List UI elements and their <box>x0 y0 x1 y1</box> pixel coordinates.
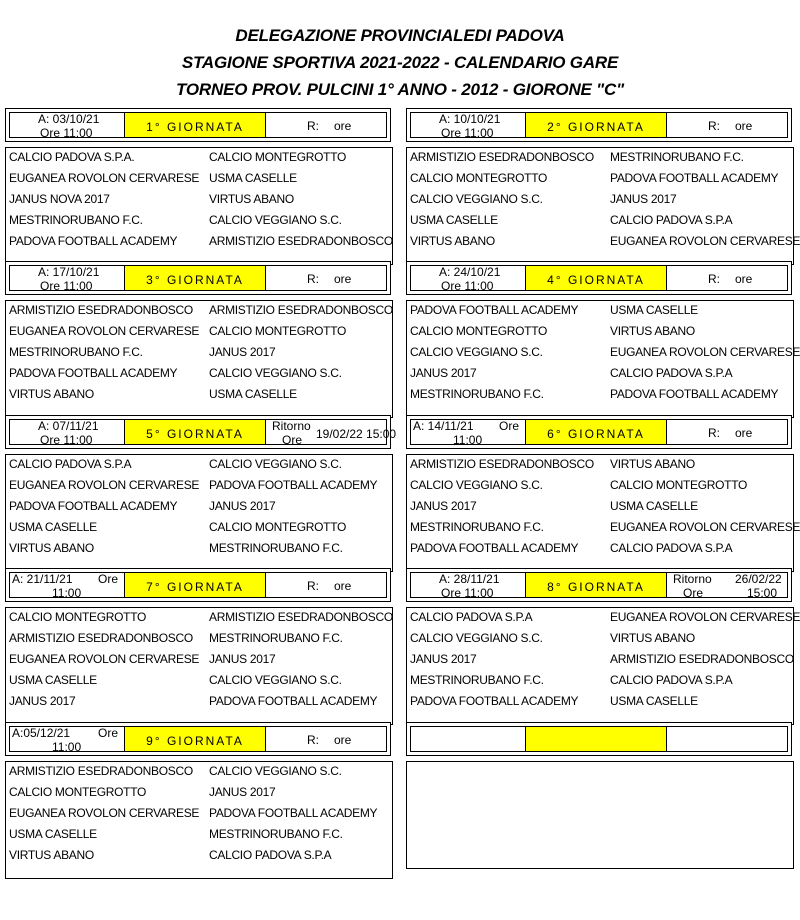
home-team: CALCIO PADOVA S.P.A <box>410 610 533 624</box>
away-team: VIRTUS ABANO <box>209 192 294 206</box>
round-header-frame <box>9 572 387 598</box>
round-header <box>5 568 391 602</box>
away-team: JANUS 2017 <box>209 499 276 513</box>
home-team: PADOVA FOOTBALL ACADEMY <box>9 499 178 513</box>
match-row <box>6 846 392 866</box>
round-time: Ore 11:00 <box>40 433 93 447</box>
round-header-frame <box>9 265 387 291</box>
round-time: 11:00 <box>453 433 483 447</box>
away-team: VIRTUS ABANO <box>610 457 695 471</box>
home-team: EUGANEA ROVOLON CERVARESE <box>9 171 200 185</box>
home-team: JANUS NOVA 2017 <box>9 192 110 206</box>
round-label: 8° GIORNATA <box>525 573 667 597</box>
match-row <box>6 211 392 231</box>
round-date: A: 10/10/21 <box>439 112 501 126</box>
round-label: 1° GIORNATA <box>124 113 266 137</box>
return-time-label: Ore <box>282 433 303 447</box>
round-label: 2° GIORNATA <box>525 113 667 137</box>
match-row <box>6 825 392 845</box>
round-date: A: 03/10/21 <box>38 112 100 126</box>
away-team: USMA CASELLE <box>610 303 698 317</box>
home-team: JANUS 2017 <box>410 499 477 513</box>
round-time-label: Ore <box>499 419 520 433</box>
round-label: 3° GIORNATA <box>124 266 266 290</box>
return-label: R: <box>708 426 720 440</box>
return-date: 26/02/22 <box>735 572 782 586</box>
match-row <box>407 232 800 252</box>
home-team: JANUS 2017 <box>410 366 477 380</box>
match-row <box>6 322 392 342</box>
return-time-label: ore <box>334 272 352 286</box>
away-team: CALCIO MONTEGROTTO <box>209 324 347 338</box>
round-date: A:05/12/21 <box>12 726 71 740</box>
home-team: CALCIO VEGGIANO S.C. <box>410 345 543 359</box>
match-row <box>6 455 392 475</box>
match-row <box>407 518 800 538</box>
home-team: PADOVA FOOTBALL ACADEMY <box>9 366 178 380</box>
match-row <box>407 629 793 649</box>
match-row <box>6 650 392 670</box>
away-team: ARMISTIZIO ESEDRADONBOSCO <box>209 610 393 624</box>
home-team: EUGANEA ROVOLON CERVARESE <box>9 478 200 492</box>
home-team: VIRTUS ABANO <box>410 234 495 248</box>
round-header-frame <box>9 112 387 138</box>
home-team: MESTRINORUBANO F.C. <box>410 520 544 534</box>
match-row <box>6 385 392 405</box>
round-header-frame <box>410 112 788 138</box>
return-time-label: ore <box>735 119 753 133</box>
home-team: CALCIO VEGGIANO S.C. <box>410 192 543 206</box>
home-team: CALCIO PADOVA S.P.A <box>9 457 132 471</box>
matches-box <box>5 761 393 879</box>
home-team: CALCIO MONTEGROTTO <box>9 785 147 799</box>
round-time: Ore 11:00 <box>40 126 93 140</box>
away-team: USMA CASELLE <box>209 171 297 185</box>
match-row <box>407 608 800 628</box>
matches-box <box>406 454 800 572</box>
round-date: A: 28/11/21 <box>439 572 500 586</box>
match-row <box>6 343 392 363</box>
home-team: ARMISTIZIO ESEDRADONBOSCO <box>9 631 193 645</box>
match-row <box>6 476 392 496</box>
round-date: A: 21/11/21 <box>12 572 73 586</box>
round-time: Ore 11:00 <box>441 586 494 600</box>
match-row <box>6 539 392 559</box>
doc-title-line2: STAGIONE SPORTIVA 2021-2022 - CALENDARIO GARE <box>181 53 619 72</box>
round-header <box>406 415 792 449</box>
away-team: EUGANEA ROVOLON CERVARESE <box>610 345 800 359</box>
empty-round-label <box>525 727 667 751</box>
matches-box <box>5 454 393 572</box>
away-team: PADOVA FOOTBALL ACADEMY <box>610 387 779 401</box>
away-team: JANUS 2017 <box>209 652 276 666</box>
match-row <box>6 190 392 210</box>
away-team: VIRTUS ABANO <box>610 631 695 645</box>
away-team: CALCIO PADOVA S.P.A <box>610 366 733 380</box>
round-time: 11:00 <box>52 586 82 600</box>
away-team: CALCIO VEGGIANO S.C. <box>209 457 342 471</box>
matches-box <box>406 607 800 725</box>
match-row <box>407 190 793 210</box>
return-time-label: Ore <box>683 586 704 600</box>
match-row <box>407 148 793 168</box>
home-team: CALCIO VEGGIANO S.C. <box>410 631 543 645</box>
round-time: Ore 11:00 <box>441 126 494 140</box>
away-team: ARMISTIZIO ESEDRADONBOSCO <box>209 234 393 248</box>
round-date: A: 07/11/21 <box>38 419 99 433</box>
return-label: Ritorno <box>272 419 311 433</box>
away-team: CALCIO PADOVA S.P.A <box>610 673 733 687</box>
home-team: PADOVA FOOTBALL ACADEMY <box>410 303 579 317</box>
return-time-label: ore <box>334 733 352 747</box>
round-date: A: 14/11/21 <box>413 419 474 433</box>
home-team: JANUS 2017 <box>9 694 76 708</box>
round-date: A: 17/10/21 <box>38 265 100 279</box>
away-team: PADOVA FOOTBALL ACADEMY <box>209 694 378 708</box>
match-row <box>407 497 793 517</box>
away-team: JANUS 2017 <box>209 345 276 359</box>
home-team: USMA CASELLE <box>9 827 97 841</box>
away-team: MESTRINORUBANO F.C. <box>209 827 343 841</box>
home-team: VIRTUS ABANO <box>9 541 94 555</box>
home-team: USMA CASELLE <box>9 673 97 687</box>
match-row <box>6 692 392 712</box>
home-team: ARMISTIZIO ESEDRADONBOSCO <box>9 764 193 778</box>
home-team: EUGANEA ROVOLON CERVARESE <box>9 806 200 820</box>
home-team: MESTRINORUBANO F.C. <box>410 387 544 401</box>
home-team: MESTRINORUBANO F.C. <box>9 345 143 359</box>
match-row <box>407 211 793 231</box>
round-time: Ore 11:00 <box>441 279 494 293</box>
round-time-label: Ore <box>98 726 119 740</box>
home-team: MESTRINORUBANO F.C. <box>410 673 544 687</box>
round-label: 6° GIORNATA <box>525 420 667 444</box>
home-team: ARMISTIZIO ESEDRADONBOSCO <box>410 150 594 164</box>
home-team: PADOVA FOOTBALL ACADEMY <box>410 694 579 708</box>
match-row <box>407 364 793 384</box>
empty-round-header-frame <box>410 726 788 752</box>
home-team: USMA CASELLE <box>9 520 97 534</box>
away-team: PADOVA FOOTBALL ACADEMY <box>209 478 378 492</box>
home-team: VIRTUS ABANO <box>9 848 94 862</box>
round-time: Ore 11:00 <box>40 279 93 293</box>
return-label: R: <box>708 272 720 286</box>
away-team: ARMISTIZIO ESEDRADONBOSCO <box>209 303 393 317</box>
home-team: CALCIO MONTEGROTTO <box>410 171 548 185</box>
home-team: EUGANEA ROVOLON CERVARESE <box>9 324 200 338</box>
empty-matches-box <box>406 761 794 869</box>
match-row <box>407 455 793 475</box>
matches-box <box>5 300 393 418</box>
away-team: CALCIO MONTEGROTTO <box>209 150 347 164</box>
home-team: CALCIO MONTEGROTTO <box>410 324 548 338</box>
return-label: R: <box>307 579 319 593</box>
round-label: 5° GIORNATA <box>124 420 266 444</box>
home-team: USMA CASELLE <box>410 213 498 227</box>
home-team: ARMISTIZIO ESEDRADONBOSCO <box>410 457 594 471</box>
away-team: EUGANEA ROVOLON CERVARESE <box>610 234 800 248</box>
away-team: CALCIO PADOVA S.P.A <box>610 541 733 555</box>
doc-title-line1: DELEGAZIONE PROVINCIALEDI PADOVA <box>235 26 565 45</box>
match-row <box>407 301 793 321</box>
round-header-frame <box>410 265 788 291</box>
away-team: CALCIO VEGGIANO S.C. <box>209 673 342 687</box>
return-label: R: <box>307 272 319 286</box>
match-row <box>6 497 392 517</box>
away-team: CALCIO VEGGIANO S.C. <box>209 213 342 227</box>
round-header <box>5 108 391 142</box>
match-row <box>6 232 392 252</box>
return-time-label: ore <box>735 272 753 286</box>
round-header <box>406 568 792 602</box>
return-time-label: ore <box>334 119 352 133</box>
away-team: MESTRINORUBANO F.C. <box>610 150 744 164</box>
round-header <box>406 261 792 295</box>
match-row <box>407 476 793 496</box>
away-team: MESTRINORUBANO F.C. <box>209 631 343 645</box>
away-team: EUGANEA ROVOLON CERVARESE <box>610 520 800 534</box>
away-team: CALCIO MONTEGROTTO <box>209 520 347 534</box>
away-team: CALCIO PADOVA S.P.A <box>610 213 733 227</box>
away-team: CALCIO PADOVA S.P.A <box>209 848 332 862</box>
match-row <box>407 169 793 189</box>
home-team: PADOVA FOOTBALL ACADEMY <box>410 541 579 555</box>
home-team: CALCIO VEGGIANO S.C. <box>410 478 543 492</box>
home-team: VIRTUS ABANO <box>9 387 94 401</box>
away-team: MESTRINORUBANO F.C. <box>209 541 343 555</box>
return-time: 15:00 <box>747 586 778 600</box>
round-header <box>5 261 391 295</box>
away-team: PADOVA FOOTBALL ACADEMY <box>209 806 378 820</box>
round-date: A: 24/10/21 <box>439 265 501 279</box>
match-row <box>6 762 392 782</box>
home-team: MESTRINORUBANO F.C. <box>9 213 143 227</box>
home-team: CALCIO PADOVA S.P.A. <box>9 150 135 164</box>
match-row <box>407 650 793 670</box>
away-team: EUGANEA ROVOLON CERVARESE <box>610 610 800 624</box>
away-team: CALCIO VEGGIANO S.C. <box>209 764 342 778</box>
return-time-label: ore <box>735 426 753 440</box>
empty-round-header <box>406 722 792 756</box>
away-team: JANUS 2017 <box>610 192 677 206</box>
away-team: VIRTUS ABANO <box>610 324 695 338</box>
match-row <box>6 629 392 649</box>
home-team: ARMISTIZIO ESEDRADONBOSCO <box>9 303 193 317</box>
return-label: R: <box>307 119 319 133</box>
match-row <box>6 608 392 628</box>
round-header <box>406 108 792 142</box>
match-row <box>6 783 392 803</box>
match-row <box>6 169 392 189</box>
match-row <box>407 385 793 405</box>
round-header-frame <box>9 726 387 752</box>
match-row <box>6 518 392 538</box>
match-row <box>407 343 800 363</box>
round-time-label: Ore <box>98 572 119 586</box>
round-header-frame <box>9 419 397 447</box>
home-team: JANUS 2017 <box>410 652 477 666</box>
home-team: PADOVA FOOTBALL ACADEMY <box>9 234 178 248</box>
round-header <box>5 722 391 756</box>
match-row <box>6 804 392 824</box>
round-label: 4° GIORNATA <box>525 266 667 290</box>
away-team: USMA CASELLE <box>610 499 698 513</box>
matches-box <box>5 607 393 725</box>
home-team: EUGANEA ROVOLON CERVARESE <box>9 652 200 666</box>
away-team: CALCIO VEGGIANO S.C. <box>209 366 342 380</box>
doc-title-line3: TORNEO PROV. PULCINI 1° ANNO - 2012 - GIORONE "C" <box>176 80 624 99</box>
match-row <box>6 671 392 691</box>
return-date: 19/02/22 15:00 <box>316 427 397 441</box>
away-team: ARMISTIZIO ESEDRADONBOSCO <box>610 652 794 666</box>
matches-box <box>5 147 393 265</box>
match-row <box>6 148 392 168</box>
return-label: R: <box>708 119 720 133</box>
match-row <box>407 322 793 342</box>
away-team: PADOVA FOOTBALL ACADEMY <box>610 171 779 185</box>
away-team: USMA CASELLE <box>610 694 698 708</box>
away-team: USMA CASELLE <box>209 387 297 401</box>
match-row <box>407 539 793 559</box>
match-row <box>6 364 392 384</box>
away-team: JANUS 2017 <box>209 785 276 799</box>
round-header <box>5 415 397 449</box>
return-label: Ritorno <box>673 572 712 586</box>
round-header-frame <box>410 419 788 445</box>
match-row <box>407 692 793 712</box>
home-team: CALCIO MONTEGROTTO <box>9 610 147 624</box>
away-team: CALCIO MONTEGROTTO <box>610 478 748 492</box>
round-header-frame <box>410 572 788 598</box>
matches-box <box>406 300 800 418</box>
round-label: 7° GIORNATA <box>124 573 266 597</box>
matches-box <box>406 147 800 265</box>
return-time-label: ore <box>334 579 352 593</box>
match-row <box>6 301 392 321</box>
return-label: R: <box>307 733 319 747</box>
match-row <box>407 671 793 691</box>
round-label: 9° GIORNATA <box>124 727 266 751</box>
round-time: 11:00 <box>52 740 82 754</box>
